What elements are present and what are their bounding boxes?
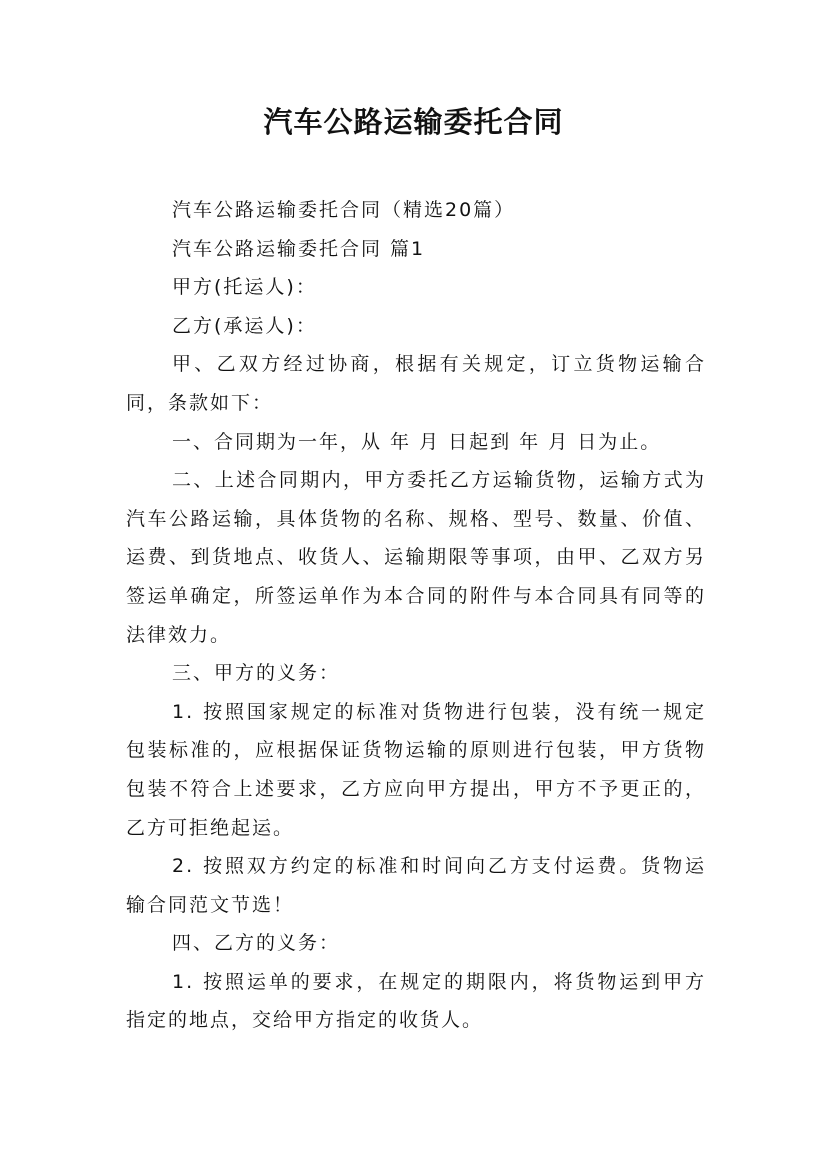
paragraph-scope: 二、上述合同期内，甲方委托乙方运输货物，运输方式为汽车公路运输，具体货物的名称、规格、型号、数量、价值、运费、到货地点、收货人、运输期限等事项，由甲、乙双方另签运单确定，所签运单作为本合同的附件与本合同具有同等的法律效力。 bbox=[126, 469, 706, 646]
paragraph-section-heading: 汽车公路运输委托合同 篇1 bbox=[172, 237, 426, 260]
paragraph-party-a-duties-heading: 三、甲方的义务： bbox=[172, 662, 341, 685]
paragraph-party-b-duty-1: 1. 按照运单的要求，在规定的期限内，将货物运到甲方指定的地点，交给甲方指定的收货人。 bbox=[126, 970, 706, 1032]
paragraph-party-b: 乙方(承运人)： bbox=[172, 314, 317, 337]
paragraph-party-a-duty-2: 2. 按照双方约定的标准和时间向乙方支付运费。货物运输合同范文节选！ bbox=[126, 855, 706, 916]
paragraph-party-a-duty-1: 1. 按照国家规定的标准对货物进行包装，没有统一规定包装标准的，应根据保证货物运输的原则进行包装，甲方货物包装不符合上述要求，乙方应向甲方提出，甲方不予更正的，乙方可拒绝起运。 bbox=[126, 700, 706, 839]
paragraph-preamble: 甲、乙双方经过协商，根据有关规定，订立货物运输合同，条款如下： bbox=[126, 353, 706, 414]
paragraph-party-b-duties-heading: 四、乙方的义务： bbox=[172, 932, 341, 955]
document-body bbox=[126, 191, 706, 1040]
paragraph-term: 一、合同期为一年，从 年 月 日起到 年 月 日为止。 bbox=[172, 430, 662, 453]
document-title: 汽车公路运输委托合同 bbox=[263, 105, 564, 139]
paragraph-subtitle: 汽车公路运输委托合同（精选20篇） bbox=[172, 199, 516, 221]
paragraph-party-a: 甲方(托运人)： bbox=[172, 276, 317, 299]
